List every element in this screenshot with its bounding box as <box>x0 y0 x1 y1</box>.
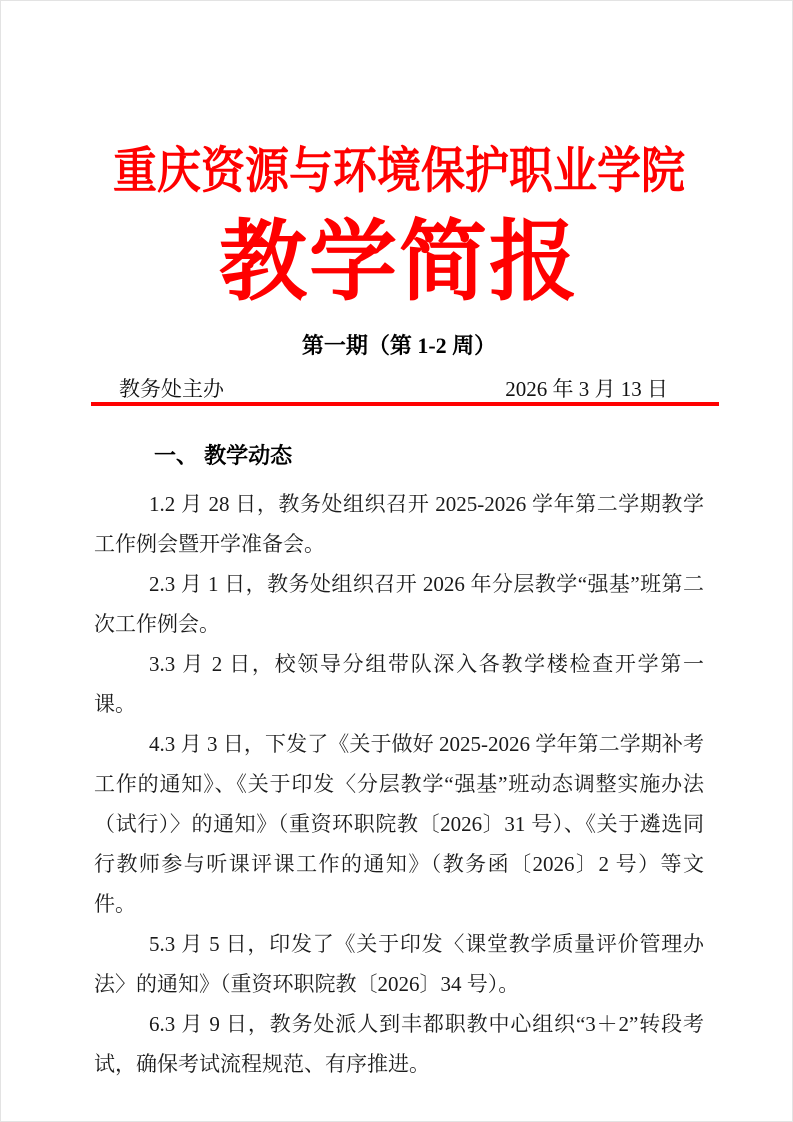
body-paragraph-2: 2.3 月 1 日，教务处组织召开 2026 年分层教学“强基”班第二次工作例会。 <box>94 572 704 636</box>
bulletin-body <box>94 484 704 1084</box>
section-heading-teaching-updates: 一、 教学动态 <box>154 443 293 468</box>
masthead-divider-rule <box>91 402 719 406</box>
body-paragraph-5: 5.3 月 5 日，印发了《关于印发〈课堂教学质量评价管理办法〉的通知》（重资环职院教〔2026〕34 号）。 <box>94 932 704 996</box>
issue-number-line: 第一期（第 1-2 周） <box>301 333 497 358</box>
bulletin-title: 教学简报 <box>218 215 579 312</box>
body-paragraph-1: 1.2 月 28 日，教务处组织召开 2025-2026 学年第二学期教学工作例会暨开学准备会。 <box>94 492 704 556</box>
publisher-label: 教务处主办 <box>119 377 224 401</box>
school-name-title: 重庆资源与环境保护职业学院 <box>113 144 685 199</box>
body-paragraph-3: 3.3 月 2 日，校领导分组带队深入各教学楼检查开学第一课。 <box>94 652 704 716</box>
masthead-row <box>94 376 704 402</box>
body-paragraph-4: 4.3 月 3 日，下发了《关于做好 2025-2026 学年第二学期补考工作的通知》、《关于印发〈分层教学“强基”班动态调整实施办法（试行）〉的通知》（重资环职院教〔2026〕31 号）、《关于遴选同行教师参与听课评课工作的通知》（教务函〔2026〕2 号）等文件。 <box>94 732 704 916</box>
body-paragraph-6: 6.3 月 9 日，教务处派人到丰都职教中心组织“3＋2”转段考试，确保考试流程规范、有序推进。 <box>94 1012 704 1076</box>
publication-date: 2026 年 3 月 13 日 <box>505 377 668 401</box>
